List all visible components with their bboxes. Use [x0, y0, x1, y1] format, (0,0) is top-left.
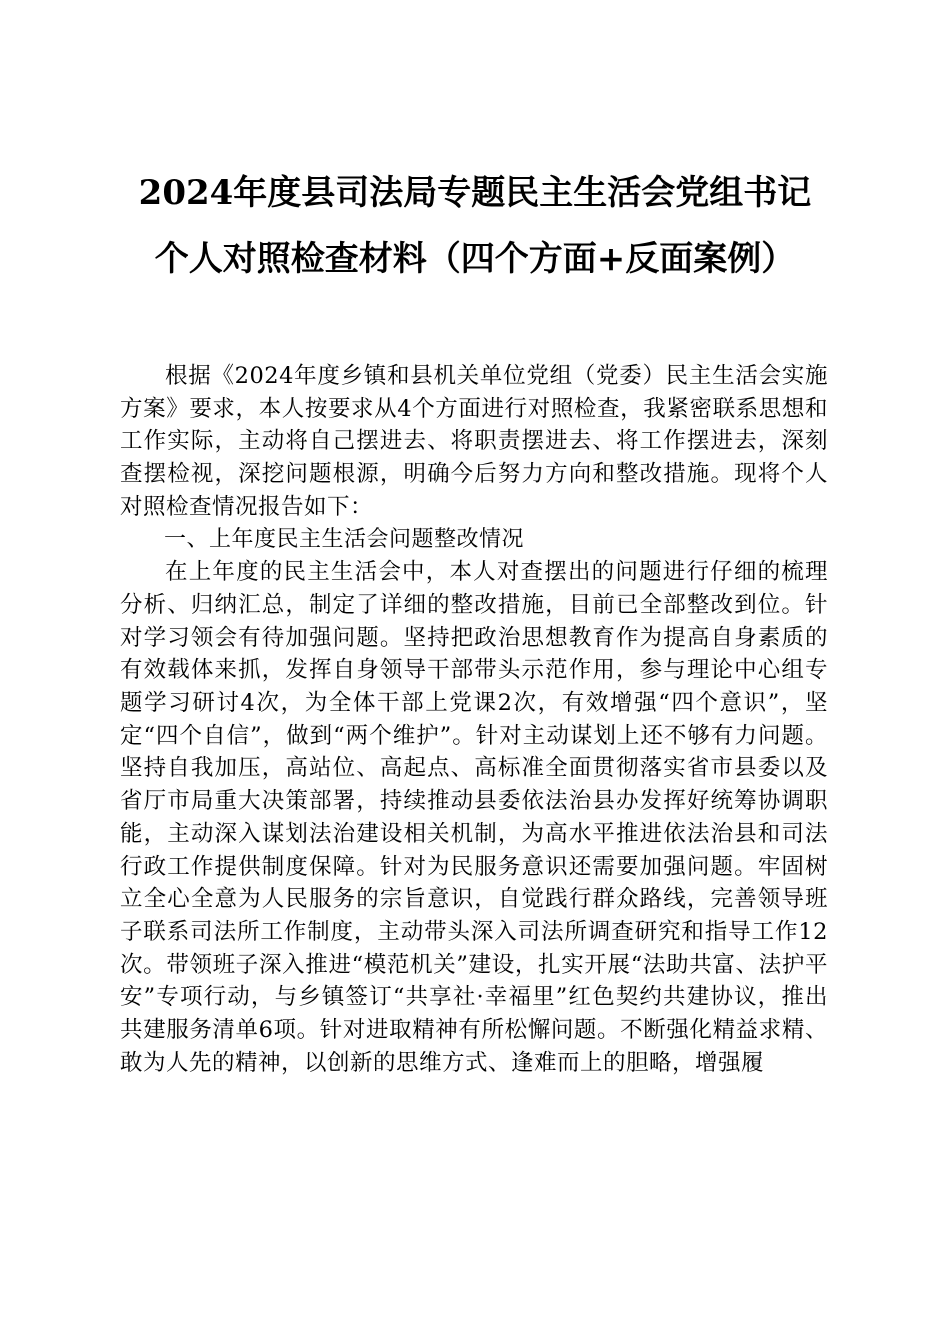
- document-body: [120, 360, 828, 1079]
- document-title: [0, 168, 950, 284]
- title-line-1: 2024年度县司法局专题民主生活会党组书记: [138, 173, 812, 213]
- title-line-2: 个人对照检查材料（四个方面+反面案例）: [154, 239, 796, 279]
- section-1-heading: 一、上年度民主生活会问题整改情况: [164, 526, 525, 552]
- intro-paragraph: 根据《2024年度乡镇和县机关单位党组（党委）民主生活会实施方案》要求，本人按要求从4个方面进行对照检查，我紧密联系思想和工作实际，主动将自己摆进去、将职责摆进去、将工作摆进去，深刻查摆检视，深挖问题根源，明确今后努力方向和整改措施。现将个人对照检查情况报告如下：: [120, 363, 828, 520]
- section-1-paragraph: 在上年度的民主生活会中，本人对查摆出的问题进行仔细的梳理分析、归纳汇总，制定了详细的整改措施，目前已全部整改到位。针对学习领会有待加强问题。坚持把政治思想教育作为提高自身素质的有效载体来抓，发挥自身领导干部带头示范作用，参与理论中心组专题学习研讨4次，为全体干部上党课2次，有效增强“四个意识”，坚定“四个自信”，做到“两个维护”。针对主动谋划上还不够有力问题。坚持自我加压，高站位、高起点、高标准全面贯彻落实省市县委以及省厅市局重大决策部署，持续推动县委依法治县办发挥好统筹协调职能，主动深入谋划法治建设相关机制，为高水平推进依法治县和司法行政工作提供制度保障。针对为民服务意识还需要加强问题。牢固树立全心全意为人民服务的宗旨意识，自觉践行群众路线，完善领导班子联系司法所工作制度，主动带头深入司法所调查研究和指导工作12次。带领班子深入推进“模范机关”建设，扎实开展“法助共富、法护平安”专项行动，与乡镇签订“共享社·幸福里”红色契约共建协议，推出共建服务清单6项。针对进取精神有所松懈问题。不断强化精益求精、敢为人先的精神，以创新的思维方式、逢难而上的胆略，增强履: [120, 559, 828, 1076]
